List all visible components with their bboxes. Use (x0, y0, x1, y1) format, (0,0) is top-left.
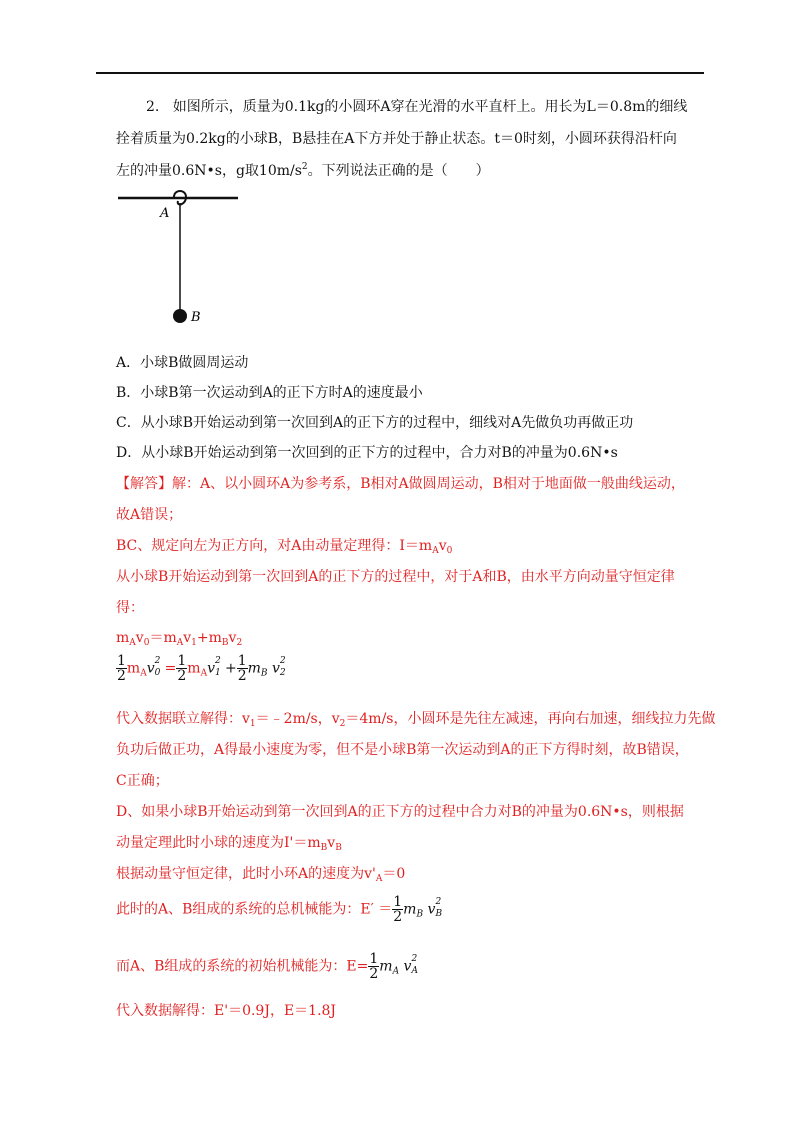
answer-line-3: BC、规定向左为正方向，对A由动量定理得：$I=m_Av_0$ (116, 538, 453, 556)
pendulum-figure (112, 185, 252, 325)
answer-line-2: 故A错误； (116, 507, 183, 523)
answer-line-14: 代入数据解得：E'＝0.9J，E＝1.8J (116, 1003, 337, 1019)
equation-2: $\frac{1}{2}$ $m_Av$ 2 0 = $\frac{1}{2}$ $m_Av$ 2 1 + $\frac{1}{2}$ $m_B$ v 2 2 (117, 653, 286, 684)
option-c: C．从小球B开始运动到第一次回到A的正下方的过程中，细线对A先做负功再做正功 (116, 415, 634, 431)
answer-line-1: 【解答】解：A、以小圆环A为参考系，B相对A做圆周运动，B相对于地面做一般曲线运动， (116, 476, 685, 492)
answer-line-7: 负功后做正功，A得最小速度为零，但不是小球B第一次运动到A的正下方得时刻，故B错误， (116, 742, 689, 758)
answer-line-11: 根据动量守恒定律，此时小环A的速度为$v'_A=0$ (116, 866, 406, 884)
option-b: B．小球B第一次运动到A的正下方时A的速度最小 (116, 385, 423, 401)
answer-line-8: C正确； (116, 773, 169, 789)
answer-line-4: 从小球B开始运动到第一次回到A的正下方的过程中，对于A和B，由水平方向动量守恒定律 (116, 569, 675, 585)
equation-1: $m_Av_0=m_Av_1+m_Bv_2$ (116, 630, 243, 648)
option-a: A．小球B做圆周运动 (116, 355, 249, 371)
answer-tag: 【解答】 (116, 476, 172, 492)
label-a: A (160, 206, 170, 221)
question-line-2: 拴着质量为0.2kg的小球B，B悬挂在A下方并处于静止状态。t＝0时刻，小圆环获得沿杆向 (116, 131, 677, 147)
question-line-3: 左的冲量0.6N•s，g取$10m/s^2$。下列说法正确的是（ ） (116, 162, 490, 179)
question-number: 2. (146, 99, 160, 115)
answer-line-9: D、如果小球B开始运动到第一次回到A的正下方的过程中合力对B的冲量为0.6N•s，则根据 (116, 804, 684, 820)
label-b: B (191, 310, 201, 325)
option-d: D．从小球B开始运动到第一次回到的正下方的过程中，合力对B的冲量为0.6N•s (116, 445, 618, 461)
answer-line-10: 动量定理此时小球的速度为$I'=m_Bv_B$ (116, 835, 342, 853)
answer-line-6: 代入数据联立解得：$v_1=﹣2m/s$，$v_2=4m/s$，小圆环是先往左减速，再向右加速，细线拉力先做 (116, 711, 716, 729)
header-rule (96, 72, 704, 74)
answer-line-5: 得： (116, 600, 144, 616)
answer-line-12: 此时的A、B组成的系统的总机械能为：E′ ＝ $\frac{1}{2}$ $m_B$ v 2 B (116, 894, 443, 925)
answer-line-13: 而A、B组成的系统的初始机械能为：E= $\frac{1}{2}$ $m_A$ v 2 A (116, 951, 418, 982)
question-line-1: 2. 如图所示，质量为0.1kg的小圆环A穿在光滑的水平直杆上。用长为L＝0.8m的细线 (146, 99, 688, 115)
ball-b-icon (173, 309, 187, 323)
